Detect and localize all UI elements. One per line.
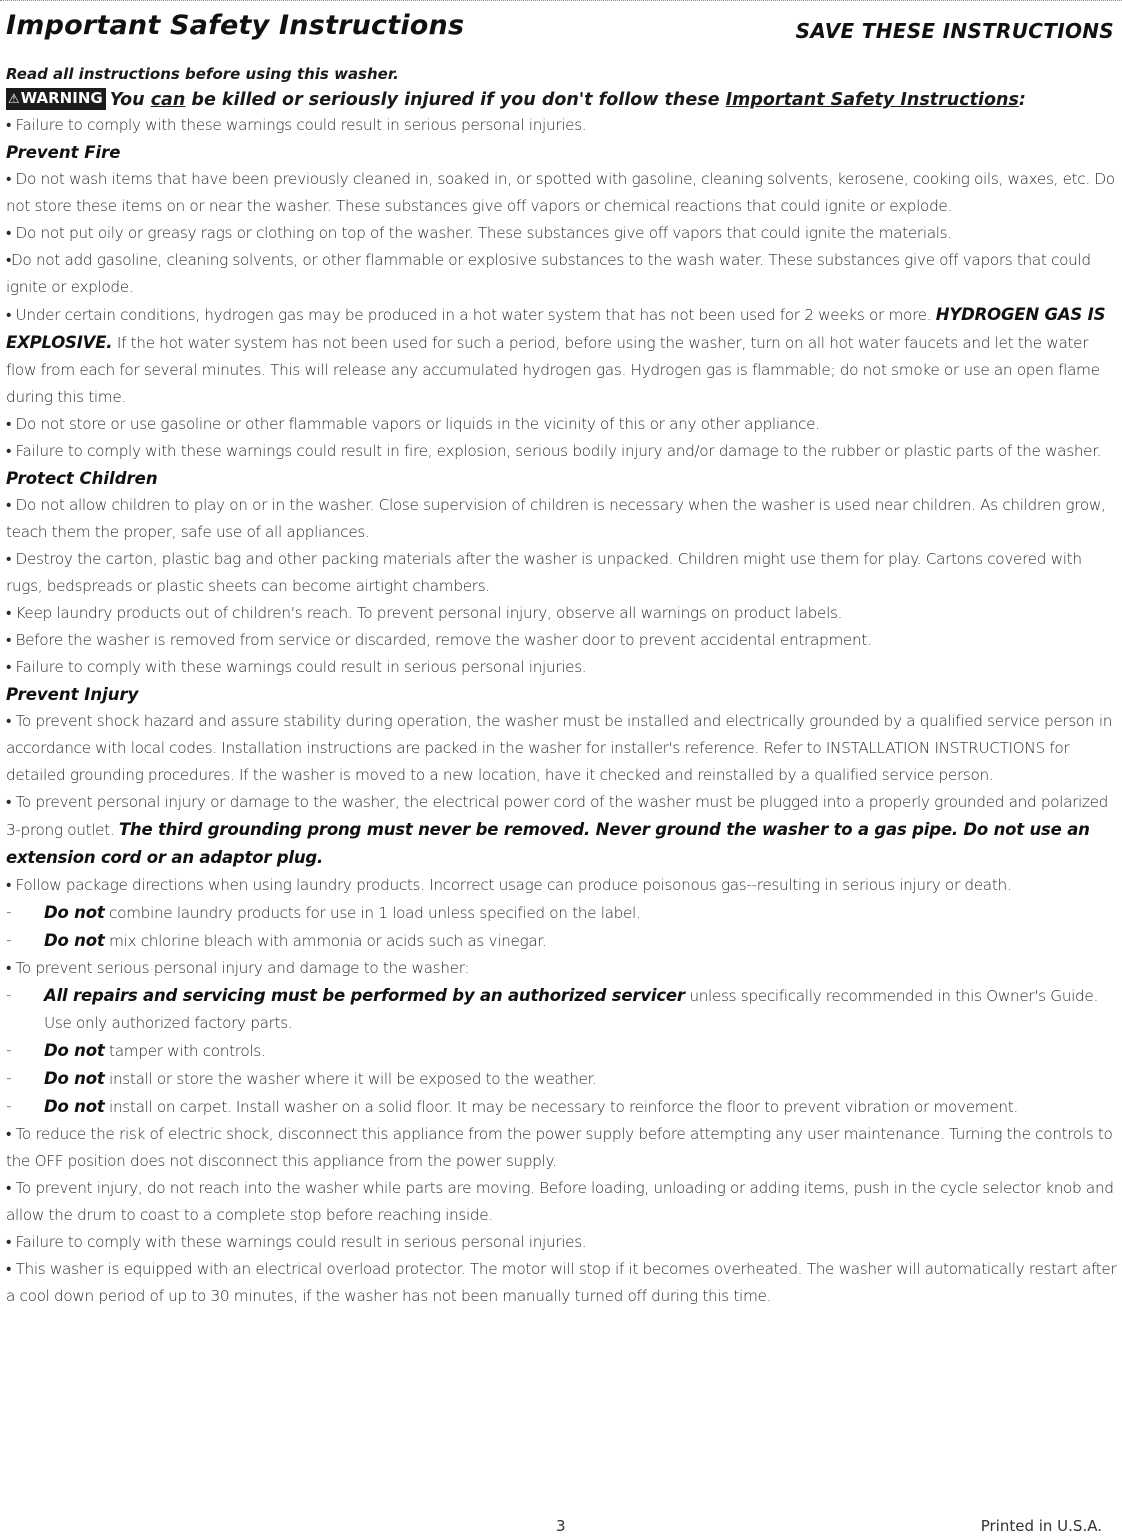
dash-item xyxy=(6,1093,1118,1121)
fire-item: •Do not add gasoline, cleaning solvents, or other flammable or explosive substances to the wash water. These substances give off vapors that could ignite or explode. xyxy=(6,251,1091,296)
dash-text: tamper with controls. xyxy=(104,1042,266,1060)
warning-text-can: can xyxy=(150,90,186,110)
dash-mark: - xyxy=(6,931,12,949)
dash-text: install or store the washer where it will be exposed to the weather. xyxy=(104,1070,597,1088)
page-header xyxy=(6,10,1118,50)
section-heading-injury: Prevent Injury xyxy=(6,685,139,704)
injury-item: • To prevent shock hazard and assure stability during operation, the washer must be installed and electrically grounded by a qualified service person in accordance with local codes. Installation instructions are packed in the washer for installer's reference. Refer to INSTALLATION INSTRUCTIONS for detailed grounding procedures. If the washer is moved to a new location, have it checked and reinstalled by a qualified service person. xyxy=(6,712,1113,784)
dash-item xyxy=(6,899,1118,927)
dash-mark: - xyxy=(6,903,12,921)
dash-item xyxy=(6,1065,1118,1093)
children-item: • Keep laundry products out of children's reach. To prevent personal injury, observe all warnings on product labels. xyxy=(6,604,843,622)
warning-text-b: be killed or seriously injured if you don't follow these xyxy=(185,90,726,110)
injury-item-text: • To prevent personal injury or damage to the washer, the electrical power cord of the washer must be plugged into a properly grounded and polarized 3-prong outlet. xyxy=(6,793,1109,839)
injury-item: • To reduce the risk of electric shock, disconnect this appliance from the power supply before attempting any user maintenance. Turning the controls to the OFF position does not disconnect this appliance from the power supply. xyxy=(6,1125,1113,1170)
warning-text-end: : xyxy=(1018,90,1026,110)
dash-text: combine laundry products for use in 1 load unless specified on the label. xyxy=(104,904,641,922)
children-item: • Destroy the carton, plastic bag and other packing materials after the washer is unpacked. Children might use them for play. Cartons covered with rugs, bedspreads or plastic sheets can become airtight chambers. xyxy=(6,550,1082,595)
warning-text-a: You xyxy=(109,90,151,110)
fire-item: • Do not wash items that have been previously cleaned in, soaked in, or spotted with gasoline, cleaning solvents, kerosene, cooking oils, waxes, etc. Do not store these items on or near the washer. These substances give off vapors or chemical reactions that could ignite or explode. xyxy=(6,170,1115,215)
warning-line xyxy=(6,88,1118,112)
page-number: 3 xyxy=(556,1517,566,1535)
dash-mark: - xyxy=(6,986,12,1004)
top-rule xyxy=(0,0,1122,4)
fire-item: • Failure to comply with these warnings could result in fire, explosion, serious bodily injury and/or damage to the rubber or plastic parts of the washer. xyxy=(6,442,1102,460)
dash-emphasis: Do not xyxy=(44,903,105,922)
section-heading-fire: Prevent Fire xyxy=(6,143,121,162)
fire-item xyxy=(6,301,1118,411)
dash-mark: - xyxy=(6,1041,12,1059)
dash-emphasis: All repairs and servicing must be performed by an authorized servicer xyxy=(44,986,685,1005)
warning-triangle-icon: ⚠ xyxy=(8,92,20,107)
intro-item: • Failure to comply with these warnings could result in serious personal injuries. xyxy=(6,116,587,134)
injury-item xyxy=(6,789,1118,872)
page-title: Important Safety Instructions xyxy=(6,10,465,41)
save-notice: SAVE THESE INSTRUCTIONS xyxy=(795,19,1114,43)
dash-text: install on carpet. Install washer on a solid floor. It may be necessary to reinforce the floor to prevent vibration or movement. xyxy=(104,1098,1018,1116)
instructions-body xyxy=(6,112,1118,1310)
document-page xyxy=(6,10,1118,1310)
page-footer xyxy=(0,1517,1122,1539)
dash-text: mix chlorine bleach with ammonia or acids such as vinegar. xyxy=(104,932,547,950)
hydrogen-warning: HYDROGEN GAS IS EXPLOSIVE. xyxy=(6,305,1106,352)
children-item: • Failure to comply with these warnings could result in serious personal injuries. xyxy=(6,658,587,676)
fire-item: • Do not put oily or greasy rags or clothing on top of the washer. These substances give off vapors that could ignite the materials. xyxy=(6,224,952,242)
fire-item-text: • Under certain conditions, hydrogen gas may be produced in a hot water system that has not been used for 2 weeks or more. xyxy=(6,306,936,324)
dash-mark: - xyxy=(6,1097,12,1115)
section-heading-children: Protect Children xyxy=(6,469,158,488)
printed-in: Printed in U.S.A. xyxy=(980,1517,1102,1535)
injury-item: • Follow package directions when using laundry products. Incorrect usage can produce poisonous gas--resulting in serious injury or death. xyxy=(6,876,1012,894)
dash-emphasis: Do not xyxy=(44,1097,105,1116)
dash-text: unless specifically recommended in this Owner's Guide. Use only authorized factory parts. xyxy=(44,987,1098,1032)
grounding-warning: The third grounding prong must never be removed. Never ground the washer to a gas pipe. Do not use an extension cord or an adaptor plug. xyxy=(6,820,1090,867)
fire-item-text: If the hot water system has not been used for such a period, before using the washer, turn on all hot water faucets and let the water flow from each for several minutes. This will release any accumulated hydrogen gas. Hydrogen gas is flammable; do not smoke or use an open flame during this time. xyxy=(6,334,1100,406)
dash-mark: - xyxy=(6,1069,12,1087)
injury-item: • To prevent serious personal injury and damage to the washer: xyxy=(6,959,470,977)
dash-item xyxy=(6,927,1118,955)
injury-item: • Failure to comply with these warnings could result in serious personal injuries. xyxy=(6,1233,587,1251)
warning-badge xyxy=(6,88,106,110)
children-item: • Before the washer is removed from service or discarded, remove the washer door to prevent accidental entrapment. xyxy=(6,631,872,649)
dash-emphasis: Do not xyxy=(44,1041,105,1060)
dash-emphasis: Do not xyxy=(44,931,105,950)
read-all-note: Read all instructions before using this washer. xyxy=(6,65,399,83)
warning-text-link: Important Safety Instructions xyxy=(725,90,1019,110)
dash-emphasis: Do not xyxy=(44,1069,105,1088)
dash-item xyxy=(6,982,1118,1037)
injury-item: • To prevent injury, do not reach into the washer while parts are moving. Before loading, unloading or adding items, push in the cycle selector knob and allow the drum to coast to a complete stop before reaching inside. xyxy=(6,1179,1114,1224)
children-item: • Do not allow children to play on or in the washer. Close supervision of children is necessary when the washer is used near children. As children grow, teach them the proper, safe use of all appliances. xyxy=(6,496,1106,541)
warning-badge-label: WARNING xyxy=(20,89,103,107)
fire-item: • Do not store or use gasoline or other flammable vapors or liquids in the vicinity of this or any other appliance. xyxy=(6,415,820,433)
injury-item: • This washer is equipped with an electrical overload protector. The motor will stop if it becomes overheated. The washer will automatically restart after a cool down period of up to 30 minutes, if the washer has not been manually turned off during this time. xyxy=(6,1260,1117,1305)
dash-item xyxy=(6,1037,1118,1065)
